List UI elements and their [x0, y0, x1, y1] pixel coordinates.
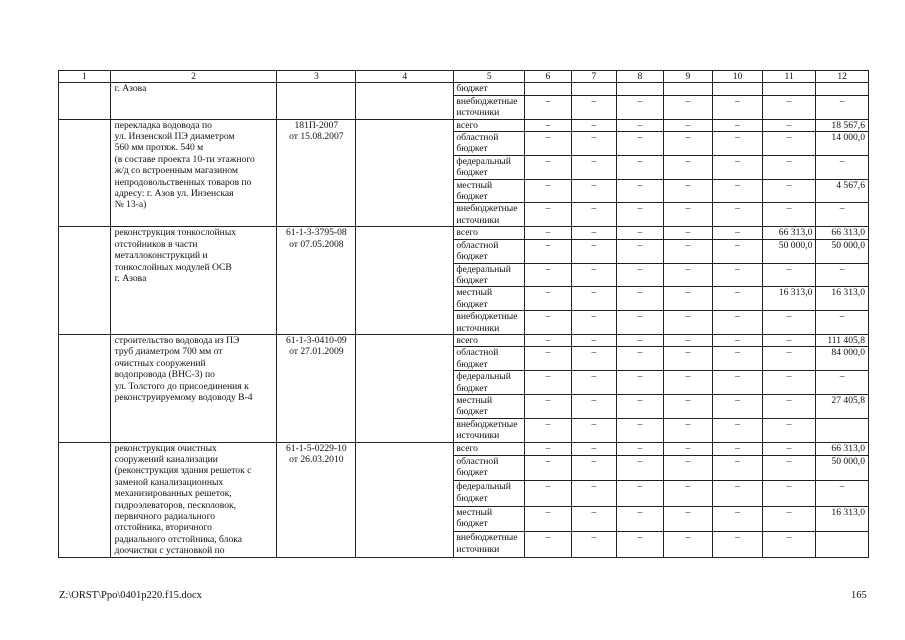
table-row	[59, 442, 869, 455]
value-cell: –	[762, 119, 816, 131]
value-cell: –	[617, 347, 664, 371]
value-cell: –	[663, 418, 713, 442]
funding-source-cell: внебюджетные источники	[454, 311, 525, 335]
value-cell: –	[617, 334, 664, 346]
value-cell: –	[816, 203, 869, 227]
value-cell: –	[663, 532, 713, 558]
value-cell: –	[571, 203, 617, 227]
value-cell: –	[617, 455, 664, 480]
header-cell: 11	[762, 71, 816, 83]
funding-source-cell: всего	[454, 227, 525, 239]
value-cell: –	[663, 227, 713, 239]
value-cell: 16 313,0	[816, 506, 869, 531]
value-cell: –	[762, 311, 816, 335]
value-cell: –	[617, 132, 664, 156]
value-cell: –	[663, 394, 713, 418]
value-cell: –	[571, 347, 617, 371]
value-cell: –	[816, 481, 869, 506]
funding-source-cell: внебюджетные источники	[454, 418, 525, 442]
value-cell: –	[617, 394, 664, 418]
row-number-cell	[59, 227, 111, 335]
funding-source-cell: всего	[454, 119, 525, 131]
funding-source-cell: местный бюджет	[454, 394, 525, 418]
value-cell: –	[617, 179, 664, 203]
funding-source-cell: всего	[454, 334, 525, 346]
value-cell: 50 000,0	[816, 239, 869, 263]
table-body	[59, 71, 869, 558]
value-cell: –	[762, 455, 816, 480]
funding-source-cell: внебюджетные источники	[454, 95, 525, 119]
value-cell: –	[663, 455, 713, 480]
value-cell: –	[762, 334, 816, 346]
value-cell: –	[663, 263, 713, 287]
value-cell: –	[525, 95, 572, 119]
funding-source-cell: федеральный бюджет	[454, 371, 525, 395]
value-cell: –	[663, 481, 713, 506]
expertise-doc-cell	[277, 83, 356, 119]
value-cell: –	[617, 155, 664, 179]
table-row	[59, 119, 869, 131]
object-name-cell: строительство водовода из ПЭ труб диаметром 700 мм от очистных сооружений водопровода (ВНС-3) по ул. Толстого до присоединения к реконструируемому водоводу В-4	[110, 334, 277, 442]
funding-source-cell: местный бюджет	[454, 179, 525, 203]
value-cell: –	[525, 347, 572, 371]
value-cell: –	[713, 347, 763, 371]
value-cell: –	[571, 334, 617, 346]
value-cell: –	[571, 394, 617, 418]
value-cell: –	[571, 532, 617, 558]
row-number-cell	[59, 119, 111, 227]
value-cell: –	[525, 455, 572, 480]
value-cell: –	[617, 532, 664, 558]
value-cell: –	[617, 239, 664, 263]
value-cell: –	[525, 506, 572, 531]
value-cell: –	[571, 179, 617, 203]
value-cell: 84 000,0	[816, 347, 869, 371]
value-cell: –	[762, 532, 816, 558]
value-cell: –	[617, 442, 664, 455]
value-cell: –	[816, 95, 869, 119]
header-cell: 7	[571, 71, 617, 83]
value-cell: –	[571, 263, 617, 287]
value-cell: –	[663, 119, 713, 131]
value-cell: –	[663, 95, 713, 119]
document-sheet	[58, 70, 869, 558]
funding-source-cell: федеральный бюджет	[454, 155, 525, 179]
value-cell: –	[762, 506, 816, 531]
header-cell: 9	[663, 71, 713, 83]
file-path: Z:\ORST\Ppo\0401p220.f15.docx	[59, 590, 202, 601]
value-cell: –	[571, 311, 617, 335]
value-cell: –	[762, 263, 816, 287]
value-cell: –	[713, 263, 763, 287]
value-cell: –	[762, 347, 816, 371]
funding-source-cell: федеральный бюджет	[454, 481, 525, 506]
object-name-cell: перекладка водовода по ул. Инзенской ПЭ диаметром 560 мм протяж. 540 м (в составе проекта 10-ти этажного ж/д со встроенным магазином непродовольственных товаров по адресу: г. Азов ул. Инзенская № 13-а)	[110, 119, 277, 227]
value-cell: –	[713, 418, 763, 442]
value-cell: 66 313,0	[816, 227, 869, 239]
header-cell: 2	[110, 71, 277, 83]
value-cell: –	[762, 371, 816, 395]
value-cell: –	[713, 95, 763, 119]
header-cell: 12	[816, 71, 869, 83]
header-cell: 4	[356, 71, 454, 83]
value-cell: –	[713, 455, 763, 480]
value-cell: –	[525, 418, 572, 442]
value-cell: –	[663, 506, 713, 531]
budget-table	[58, 70, 869, 558]
value-cell: –	[525, 481, 572, 506]
page-number: 165	[851, 590, 867, 601]
header-cell: 3	[277, 71, 356, 83]
value-cell: –	[762, 203, 816, 227]
value-cell: –	[816, 311, 869, 335]
value-cell: –	[713, 371, 763, 395]
value-cell: 66 313,0	[816, 442, 869, 455]
value-cell	[762, 83, 816, 95]
value-cell: –	[663, 442, 713, 455]
value-cell: –	[762, 418, 816, 442]
value-cell: –	[571, 155, 617, 179]
value-cell: –	[713, 203, 763, 227]
value-cell: –	[571, 506, 617, 531]
value-cell: –	[617, 287, 664, 311]
value-cell: 66 313,0	[762, 227, 816, 239]
value-cell: –	[713, 481, 763, 506]
value-cell: –	[571, 442, 617, 455]
value-cell: –	[571, 132, 617, 156]
table-row	[59, 334, 869, 346]
value-cell: –	[525, 119, 572, 131]
object-name-cell: г. Азова	[110, 83, 277, 119]
value-cell: –	[525, 532, 572, 558]
value-cell: –	[617, 95, 664, 119]
value-cell: –	[762, 95, 816, 119]
funding-source-cell: областной бюджет	[454, 239, 525, 263]
value-cell: –	[525, 227, 572, 239]
value-cell: –	[525, 179, 572, 203]
value-cell: –	[525, 132, 572, 156]
funding-source-cell: бюджет	[454, 83, 525, 95]
value-cell: –	[663, 132, 713, 156]
value-cell: –	[762, 155, 816, 179]
header-cell: 8	[617, 71, 664, 83]
value-cell: –	[663, 347, 713, 371]
value-cell: –	[713, 334, 763, 346]
funding-source-cell: всего	[454, 442, 525, 455]
funding-source-cell: областной бюджет	[454, 347, 525, 371]
value-cell: –	[713, 506, 763, 531]
row-number-cell	[59, 334, 111, 442]
funding-source-cell: областной бюджет	[454, 455, 525, 480]
value-cell: –	[663, 239, 713, 263]
value-cell: –	[663, 179, 713, 203]
expertise-doc-cell: 61-1-3-0410-09 от 27.01.2009	[277, 334, 356, 442]
value-cell: 18 567,6	[816, 119, 869, 131]
table-row	[59, 227, 869, 239]
value-cell: –	[713, 394, 763, 418]
value-cell: –	[617, 203, 664, 227]
value-cell: –	[571, 481, 617, 506]
value-cell: –	[617, 418, 664, 442]
funding-source-cell: областной бюджет	[454, 132, 525, 156]
value-cell: –	[663, 334, 713, 346]
header-row	[59, 71, 869, 83]
value-cell: –	[571, 95, 617, 119]
object-name-cell: реконструкция тонкослойных отстойников в части металлоконструкций и тонкослойных модулей ОСВ г. Азова	[110, 227, 277, 335]
object-name-cell: реконструкция очистных сооружений канализации (реконструкция здания решеток с заменой канализационных механизированных решеток, гидроэлеваторов, песколовок, первичного радиального отстойника, вторичного радиального отстойника, блока доочистки с установкой по	[110, 442, 277, 557]
value-cell: –	[713, 155, 763, 179]
value-cell: –	[617, 227, 664, 239]
value-cell: –	[663, 371, 713, 395]
value-cell: –	[571, 119, 617, 131]
value-cell: –	[571, 227, 617, 239]
header-cell: 5	[454, 71, 525, 83]
column-4-cell	[356, 334, 454, 442]
value-cell: –	[816, 263, 869, 287]
value-cell: 27 405,8	[816, 394, 869, 418]
value-cell: –	[762, 132, 816, 156]
value-cell: –	[617, 311, 664, 335]
value-cell: –	[525, 287, 572, 311]
column-4-cell	[356, 83, 454, 119]
value-cell: –	[617, 371, 664, 395]
value-cell	[816, 83, 869, 95]
value-cell	[816, 532, 869, 558]
value-cell	[571, 83, 617, 95]
value-cell	[663, 83, 713, 95]
value-cell: –	[525, 263, 572, 287]
table-row	[59, 83, 869, 95]
header-cell: 1	[59, 71, 111, 83]
funding-source-cell: местный бюджет	[454, 506, 525, 531]
value-cell: –	[571, 418, 617, 442]
value-cell: –	[713, 227, 763, 239]
value-cell: –	[762, 179, 816, 203]
value-cell: –	[525, 371, 572, 395]
value-cell: –	[663, 155, 713, 179]
value-cell: –	[713, 239, 763, 263]
value-cell: –	[525, 155, 572, 179]
funding-source-cell: федеральный бюджет	[454, 263, 525, 287]
value-cell: –	[525, 203, 572, 227]
header-cell: 6	[525, 71, 572, 83]
value-cell: –	[525, 334, 572, 346]
value-cell: –	[617, 263, 664, 287]
value-cell: 16 313,0	[762, 287, 816, 311]
row-number-cell	[59, 442, 111, 557]
value-cell: –	[713, 442, 763, 455]
value-cell: –	[617, 506, 664, 531]
expertise-doc-cell: 61-1-5-0229-10 от 26.03.2010	[277, 442, 356, 557]
value-cell: –	[663, 311, 713, 335]
value-cell	[525, 83, 572, 95]
value-cell: –	[713, 287, 763, 311]
value-cell: –	[663, 287, 713, 311]
value-cell: –	[816, 155, 869, 179]
funding-source-cell: внебюджетные источники	[454, 203, 525, 227]
value-cell	[617, 83, 664, 95]
value-cell: –	[525, 442, 572, 455]
value-cell	[713, 83, 763, 95]
value-cell: –	[525, 239, 572, 263]
value-cell: –	[713, 311, 763, 335]
value-cell: 14 000,0	[816, 132, 869, 156]
value-cell: –	[663, 203, 713, 227]
column-4-cell	[356, 119, 454, 227]
value-cell	[816, 418, 869, 442]
expertise-doc-cell: 61-1-3-3795-08 от 07.05.2008	[277, 227, 356, 335]
header-cell: 10	[713, 71, 763, 83]
value-cell: –	[571, 371, 617, 395]
value-cell: 111 405,8	[816, 334, 869, 346]
value-cell: 50 000,0	[762, 239, 816, 263]
value-cell: –	[571, 287, 617, 311]
row-number-cell	[59, 83, 111, 119]
value-cell: –	[762, 442, 816, 455]
funding-source-cell: внебюджетные источники	[454, 532, 525, 558]
value-cell: –	[617, 481, 664, 506]
value-cell: –	[713, 119, 763, 131]
value-cell: –	[816, 371, 869, 395]
value-cell: –	[571, 455, 617, 480]
expertise-doc-cell: 181П-2007 от 15.08.2007	[277, 119, 356, 227]
value-cell: –	[762, 394, 816, 418]
value-cell: –	[713, 179, 763, 203]
value-cell: 50 000,0	[816, 455, 869, 480]
value-cell: 4 567,6	[816, 179, 869, 203]
value-cell: –	[713, 532, 763, 558]
value-cell: –	[762, 481, 816, 506]
value-cell: –	[525, 394, 572, 418]
value-cell: –	[713, 132, 763, 156]
column-4-cell	[356, 442, 454, 557]
value-cell: –	[525, 311, 572, 335]
value-cell: –	[571, 239, 617, 263]
value-cell: 16 313,0	[816, 287, 869, 311]
value-cell: –	[617, 119, 664, 131]
column-4-cell	[356, 227, 454, 335]
funding-source-cell: местный бюджет	[454, 287, 525, 311]
